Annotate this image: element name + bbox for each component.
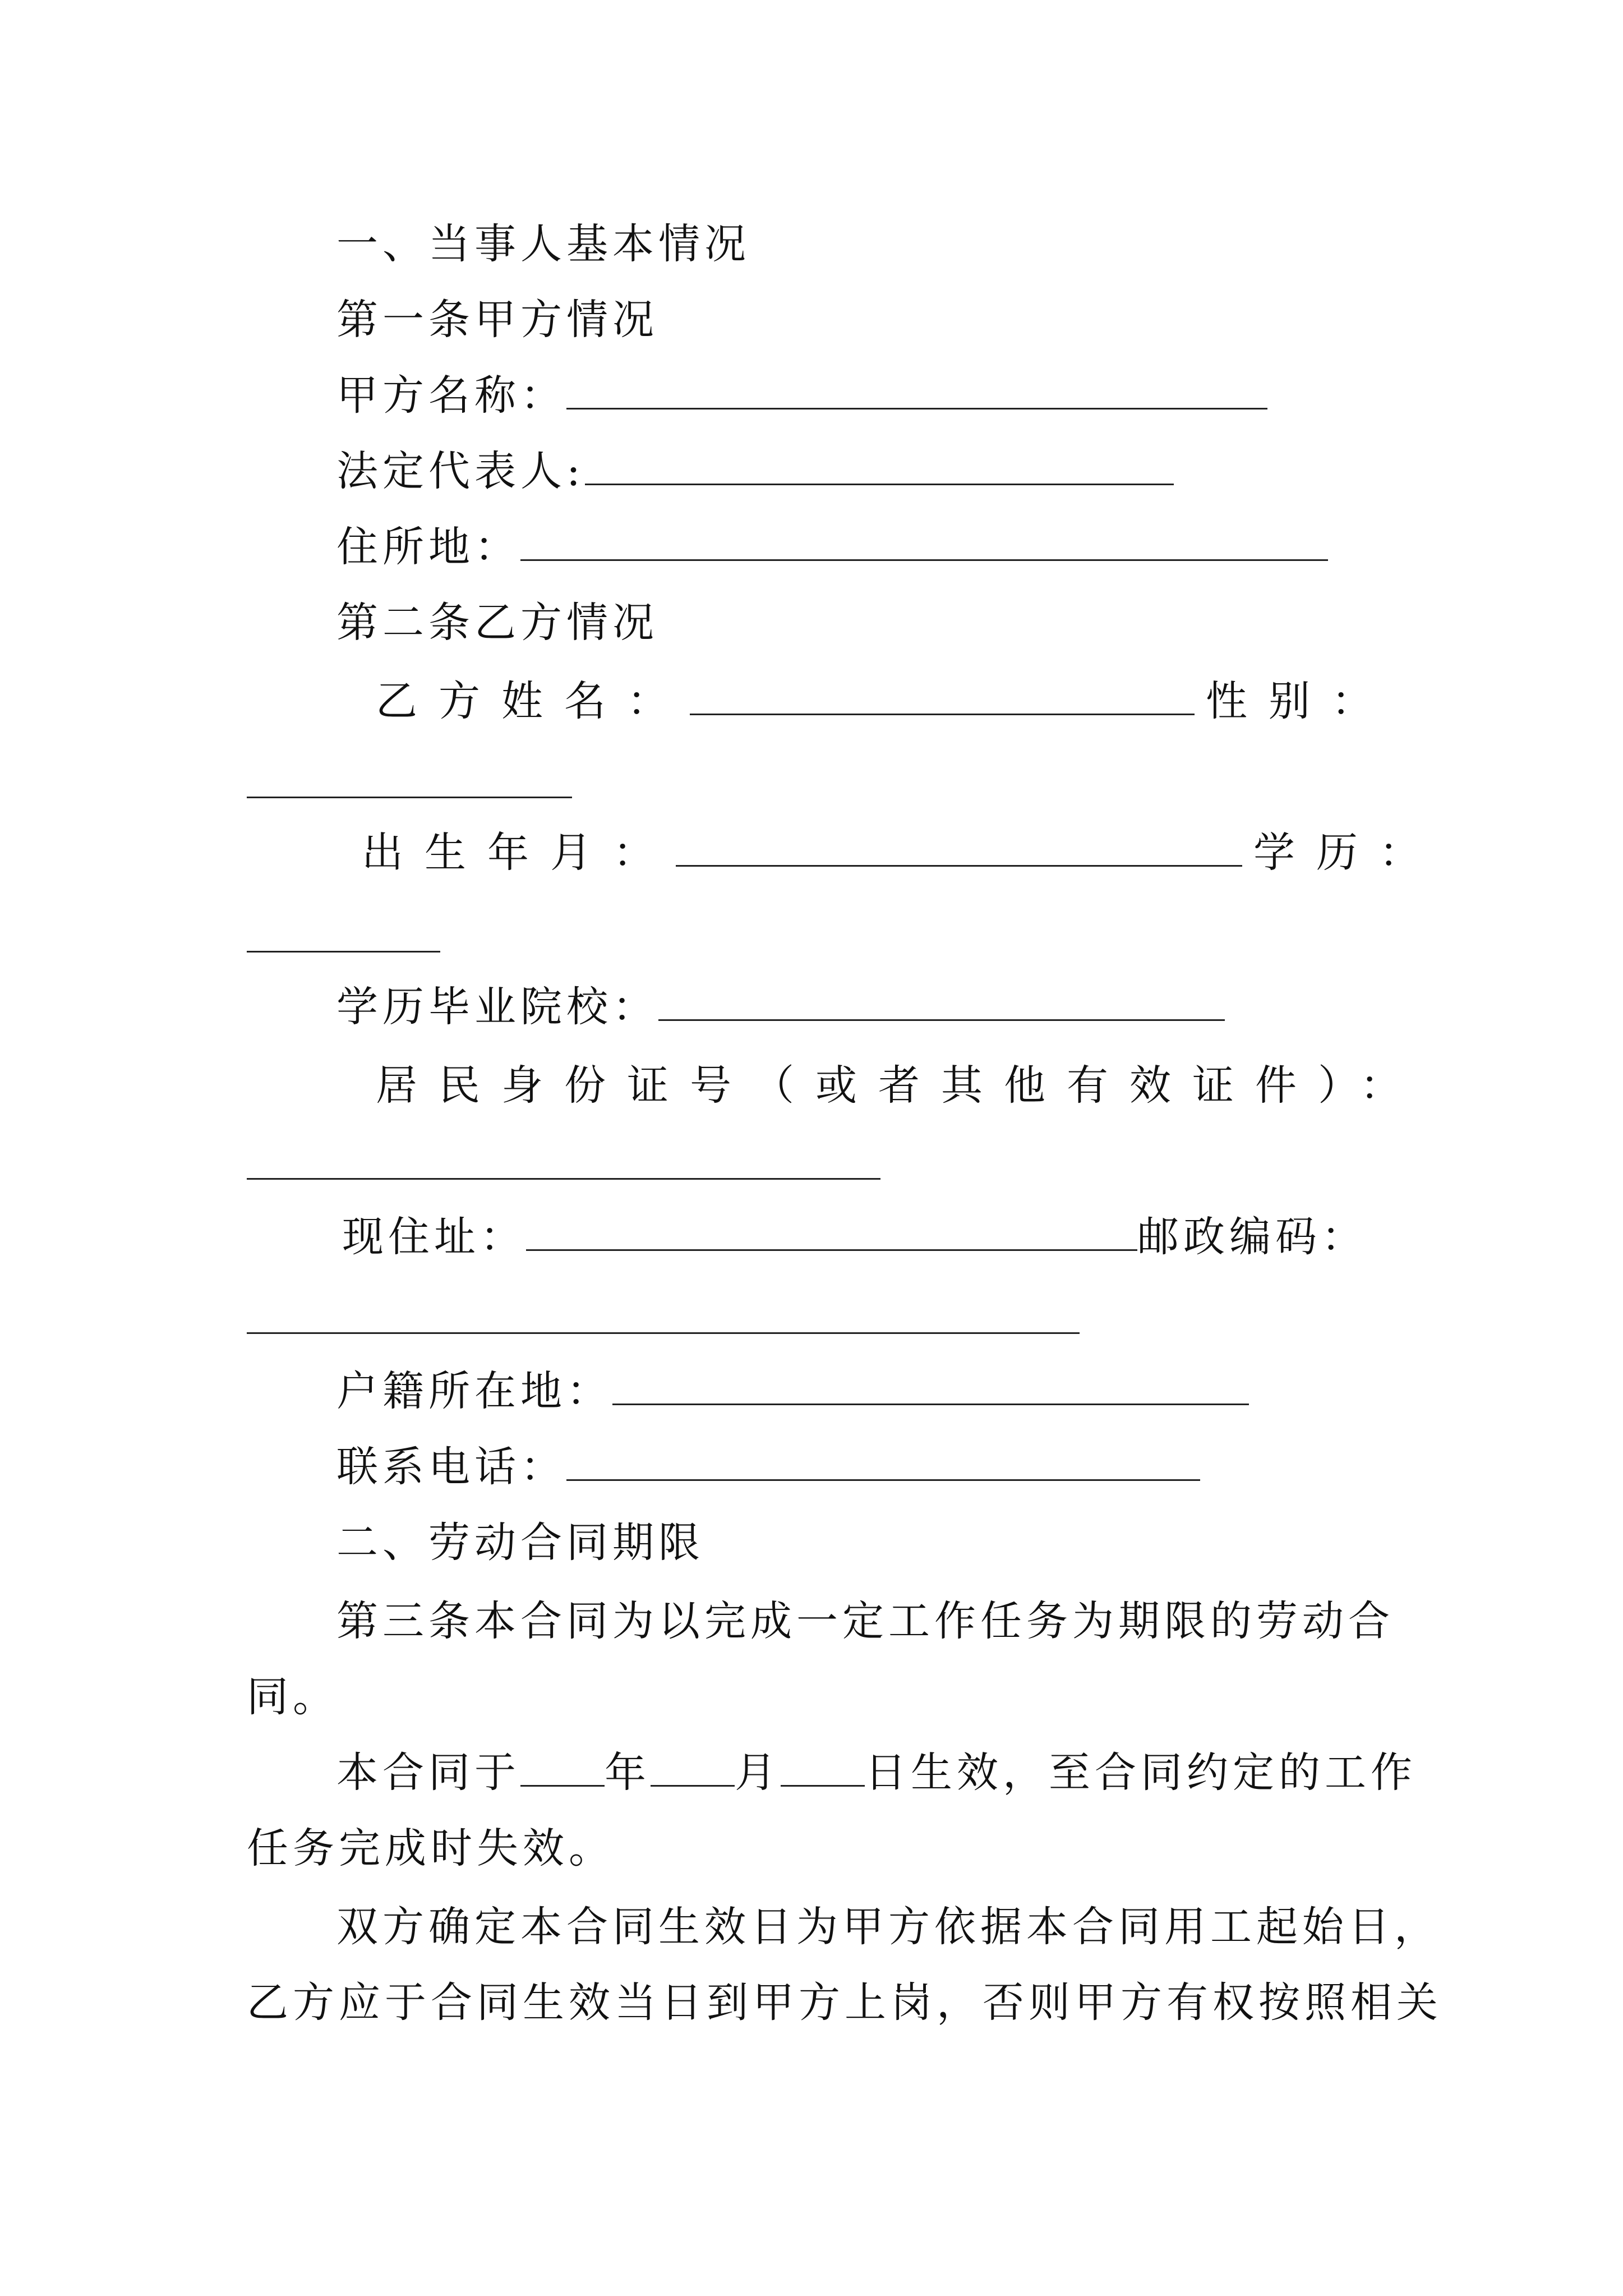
school-row: [336, 979, 1225, 1035]
section-heading-parties: 一、当事人基本情况: [336, 220, 750, 268]
legal-rep-row: [336, 443, 1174, 499]
legal-rep-label: 法定代表人:: [336, 447, 585, 495]
education-label: 学历：: [1253, 829, 1442, 877]
education-field[interactable]: [247, 951, 440, 953]
phone-label: 联系电话：: [336, 1443, 566, 1491]
school-label: 学历毕业院校：: [336, 983, 658, 1031]
gender-label: 性别：: [1206, 677, 1394, 725]
party-b-name-row: [376, 673, 1394, 729]
postcode-field[interactable]: [247, 1332, 1080, 1334]
article-three-line1: 第三条本合同为以完成一定工作任务为期限的劳动合: [336, 1597, 1394, 1645]
birth-row: [362, 825, 1442, 881]
address-row: [336, 519, 1328, 575]
effective-prefix: 本合同于: [336, 1749, 520, 1797]
day-field[interactable]: [781, 1746, 865, 1787]
effective-line2: 任务完成时失效。: [247, 1824, 615, 1872]
start-date-line1: 双方确定本合同生效日为甲方依据本合同用工起始日，: [336, 1903, 1440, 1951]
effective-date-row: [336, 1745, 1417, 1801]
id-label: 居民身份证号（或者其他有效证件）：: [376, 1061, 1423, 1110]
school-field[interactable]: [658, 980, 1225, 1021]
party-a-name-label: 甲方名称：: [336, 371, 566, 420]
phone-row: [336, 1439, 1200, 1495]
legal-rep-field[interactable]: [585, 444, 1174, 485]
current-address-row: [342, 1209, 1367, 1265]
current-address-label: 现住址：: [342, 1213, 526, 1261]
birth-field[interactable]: [676, 826, 1242, 867]
current-address-field[interactable]: [526, 1210, 1137, 1251]
address-field[interactable]: [520, 520, 1328, 561]
party-b-name-field[interactable]: [690, 674, 1195, 715]
start-date-line2: 乙方应于合同生效当日到甲方上岗，否则甲方有权按照相关: [247, 1978, 1442, 2027]
household-row: [336, 1363, 1249, 1419]
gender-field[interactable]: [247, 797, 572, 798]
household-field[interactable]: [612, 1364, 1249, 1405]
article-one-heading: 第一条甲方情况: [336, 296, 658, 344]
party-b-name-label: 乙方姓名：: [376, 677, 690, 725]
effective-suffix: 日生效，至合同约定的工作: [865, 1749, 1417, 1797]
year-field[interactable]: [520, 1746, 605, 1787]
month-field[interactable]: [651, 1746, 735, 1787]
party-a-name-field[interactable]: [566, 369, 1267, 409]
year-label: 年: [605, 1749, 651, 1797]
address-label: 住所地：: [336, 523, 520, 571]
section-heading-term: 二、劳动合同期限: [336, 1519, 704, 1567]
postcode-label: 邮政编码：: [1137, 1213, 1367, 1261]
article-three-line2: 同。: [247, 1673, 339, 1721]
party-a-name-row: [336, 367, 1267, 424]
birth-label: 出生年月：: [362, 829, 676, 877]
month-label: 月: [735, 1749, 781, 1797]
id-field[interactable]: [247, 1178, 880, 1180]
article-two-heading: 第二条乙方情况: [336, 599, 658, 647]
phone-field[interactable]: [566, 1440, 1200, 1481]
household-label: 户籍所在地：: [336, 1367, 612, 1415]
